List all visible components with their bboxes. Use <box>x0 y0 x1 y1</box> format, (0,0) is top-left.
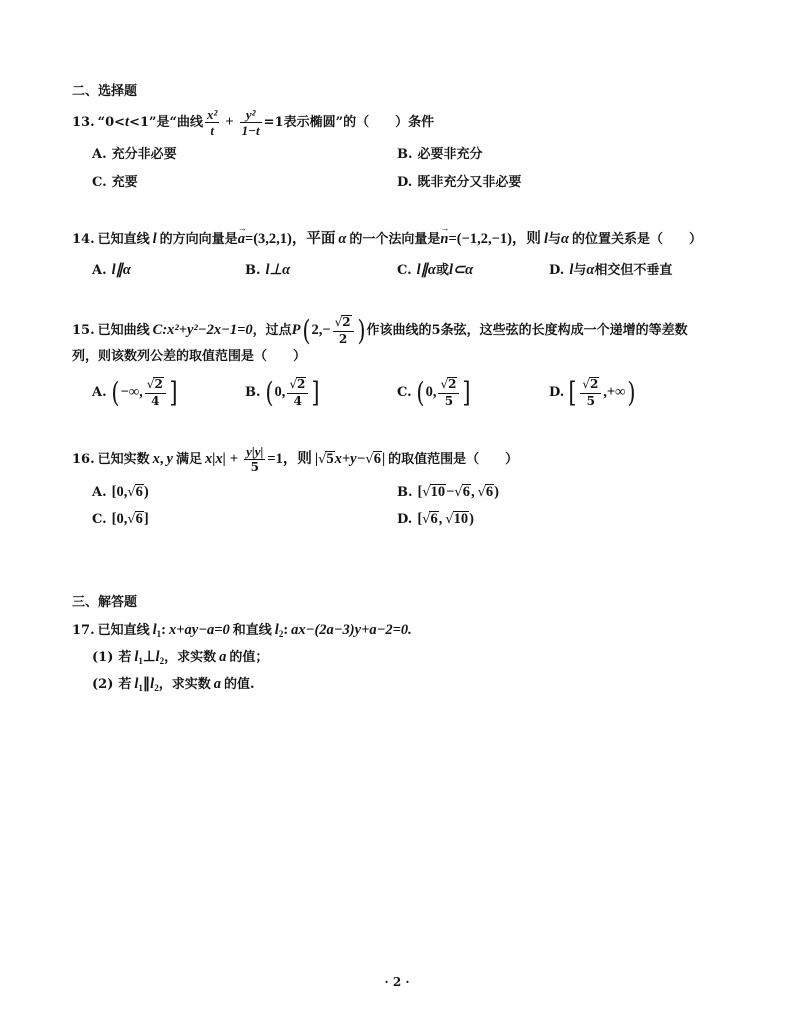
radicand: 2 <box>296 377 306 392</box>
fraction-numerator: y² <box>240 108 262 123</box>
q16-stem <box>72 444 518 474</box>
option-label: B. <box>397 147 413 162</box>
option-math: l <box>569 262 574 278</box>
q17-part-1 <box>92 642 268 672</box>
stem-text: 已知直线 <box>97 623 150 638</box>
stem-text: ，求实数 <box>164 650 217 665</box>
fraction <box>145 377 166 407</box>
radicand: 2 <box>342 315 351 330</box>
right-paren: ) <box>356 313 366 347</box>
option-label: A. <box>92 147 107 162</box>
option-math: ) <box>143 484 149 500</box>
fraction <box>580 377 601 407</box>
math-expr: =(−1,2,−1)，则 <box>448 231 541 247</box>
option-math: [ <box>417 484 423 500</box>
option-math: , <box>438 511 443 527</box>
stem-text: 的位置关系是（ ） <box>572 232 703 247</box>
stem-text: 若 <box>118 650 132 665</box>
fraction-numerator <box>333 315 354 331</box>
option-math: ) <box>469 511 474 527</box>
stem-text: 若 <box>118 677 132 692</box>
q13-stem <box>72 107 434 137</box>
math-var: l <box>155 649 160 665</box>
stem-text: 与 <box>547 232 561 247</box>
math-var: P <box>291 322 301 338</box>
subscript: 1 <box>138 683 143 693</box>
fraction-denominator: 4 <box>151 393 160 408</box>
option-label: C. <box>92 175 107 190</box>
radicand: 6 <box>135 484 143 500</box>
option-label: B. <box>245 263 261 278</box>
fraction-denominator: 2 <box>338 331 348 346</box>
section-title-text: 三、解答题 <box>72 595 138 610</box>
math-expr: =(3,2,1)，平面 <box>244 231 336 247</box>
fraction-denominator: 4 <box>293 393 303 408</box>
radicand: 6 <box>485 484 494 500</box>
option-text: 充要 <box>111 175 138 190</box>
stem-text: “0< <box>97 115 126 130</box>
option-text: 充分非必要 <box>111 147 177 162</box>
math-var: y <box>166 451 173 467</box>
math-expr: x|x| <box>204 451 226 467</box>
sqrt-sign: √ <box>477 485 486 500</box>
math-var: t <box>125 114 130 130</box>
fraction-denominator: 1−t <box>241 123 260 138</box>
open-bracket: ( <box>264 375 274 409</box>
option-label: D. <box>549 385 565 400</box>
option-math: 0, <box>274 384 286 400</box>
section-title-answer <box>72 588 137 618</box>
sqrt-sign: √ <box>365 452 374 467</box>
option-math: , <box>470 484 475 500</box>
math-var: l <box>543 231 548 247</box>
q16-option-d <box>397 504 474 534</box>
math-var: l <box>152 622 157 638</box>
fraction <box>438 377 459 407</box>
left-paren: ( <box>301 313 311 347</box>
abs-bar: | <box>314 451 319 467</box>
q15-option-b <box>245 377 321 407</box>
subscript: 2 <box>159 656 165 666</box>
radicand: 10 <box>453 511 469 527</box>
subscript: 2 <box>278 629 284 639</box>
option-label: D. <box>549 263 565 278</box>
q15-option-d <box>549 377 636 407</box>
q14-option-a <box>92 255 131 285</box>
option-text: 相交但不垂直 <box>594 263 673 278</box>
colon: : <box>161 622 167 638</box>
vector-n: → n <box>440 232 448 248</box>
option-text: 与 <box>573 263 587 278</box>
radicand: 2 <box>448 377 457 392</box>
abs-bar: | <box>381 451 386 467</box>
perpendicular-sign: ⊥ <box>142 649 156 665</box>
comma: , <box>159 451 164 467</box>
fraction-denominator: 5 <box>444 393 454 408</box>
stem-text: <1”是“曲线 <box>129 115 203 130</box>
q13-option-b <box>397 140 483 170</box>
fraction-denominator: t <box>210 123 214 138</box>
part-label: (2) <box>92 677 114 692</box>
math-var: x <box>152 451 160 467</box>
fraction <box>240 108 262 137</box>
math-var: l <box>134 676 139 692</box>
q13-option-d <box>397 168 521 198</box>
radicand: 6 <box>135 511 143 527</box>
plus-sign: + <box>229 451 239 467</box>
plus-sign: + <box>225 114 234 130</box>
question-number: 14. <box>72 232 95 247</box>
math-var: l <box>150 676 155 692</box>
option-text: 既非充分又非必要 <box>417 175 522 190</box>
open-bracket: ( <box>110 375 120 409</box>
section-title-text: 二、选择题 <box>72 84 138 99</box>
fraction <box>287 377 308 407</box>
math-var: l <box>134 649 139 665</box>
question-number: 13. <box>72 115 95 130</box>
option-math: − <box>446 484 455 500</box>
parallel-sign: ∥ <box>142 676 151 692</box>
sqrt-sign: √ <box>454 485 463 500</box>
option-math: [0, <box>111 511 128 527</box>
sqrt-sign: √ <box>127 512 136 527</box>
close-bracket: ] <box>169 375 178 409</box>
fraction-numerator <box>145 377 166 393</box>
option-math: ] <box>143 511 149 527</box>
radicand: 10 <box>430 484 446 500</box>
q16-option-c <box>92 504 149 534</box>
open-bracket: ( <box>416 375 425 409</box>
close-bracket: ] <box>311 375 320 409</box>
fraction-denominator: 5 <box>250 460 259 474</box>
sqrt-sign: √ <box>422 485 431 500</box>
option-label: D. <box>397 512 413 527</box>
q16-option-b <box>397 477 499 507</box>
option-label: C. <box>397 263 412 278</box>
q13-option-c <box>92 168 138 198</box>
q16-option-a <box>92 477 149 507</box>
stem-text: 的一个法向量是 <box>349 232 441 247</box>
fraction-numerator: x² <box>206 107 218 122</box>
option-label: B. <box>397 485 413 500</box>
option-math: l∥α <box>111 262 131 278</box>
option-math: [0, <box>111 484 128 500</box>
stem-text: 已知曲线 <box>97 323 150 338</box>
colon: : <box>283 622 289 638</box>
option-math: ,+∞ <box>603 384 626 400</box>
option-math: l∥α <box>416 262 436 278</box>
stem-text: 列，则该数列公差的取值范围是（ ） <box>72 349 307 364</box>
close-bracket: ] <box>462 375 472 409</box>
part-label: (1) <box>92 650 114 665</box>
subscript: 2 <box>154 683 159 693</box>
stem-text: 满足 <box>175 452 202 467</box>
math-var: α <box>560 231 570 247</box>
fraction <box>244 445 265 474</box>
stem-text: ，求实数 <box>158 677 211 692</box>
q15-option-a <box>92 377 179 407</box>
option-label: A. <box>92 385 107 400</box>
option-label: D. <box>397 175 413 190</box>
stem-text: 已知实数 <box>97 452 150 467</box>
question-number: 15. <box>72 323 95 338</box>
q14-option-c <box>397 255 473 285</box>
sqrt-sign: √ <box>318 452 327 467</box>
option-label: A. <box>92 263 107 278</box>
radicand: 5 <box>326 451 334 467</box>
question-number: 17. <box>72 623 95 638</box>
math-var: a <box>219 649 227 665</box>
option-math: α <box>586 262 595 278</box>
math-var: l <box>274 622 279 638</box>
fraction-numerator <box>438 377 459 393</box>
fraction-denominator: 5 <box>586 393 595 408</box>
math-expr: =1，则 <box>267 451 312 467</box>
option-label: C. <box>397 385 412 400</box>
q15-stem-line-1 <box>72 315 688 345</box>
option-math: l⊂α <box>448 262 474 278</box>
subscript: 1 <box>156 629 162 639</box>
q13-option-a <box>92 140 177 170</box>
q15-stem-line-2 <box>72 342 306 372</box>
fraction <box>205 108 219 137</box>
math-expr: :x²+y²−2x−1=0 <box>162 322 253 338</box>
option-text: 或 <box>435 263 449 278</box>
math-var: C <box>152 322 163 338</box>
page-number: · 2 · <box>384 975 410 989</box>
option-math: 0, <box>425 384 437 400</box>
subscript: 1 <box>138 656 143 666</box>
sqrt-sign: √ <box>440 377 449 392</box>
fraction-numerator <box>580 377 601 393</box>
stem-text: 作该曲线的5条弦，这些弦的长度构成一个递增的等差数 <box>366 323 688 338</box>
math-var: l <box>152 231 157 247</box>
close-bracket: ) <box>626 375 636 409</box>
q17-part-2 <box>92 669 254 699</box>
stem-text: 的方向向量是 <box>159 232 238 247</box>
stem-text: =1表示椭圆”的（ ）条件 <box>263 115 435 130</box>
vector-a: → a <box>238 232 245 248</box>
fraction-numerator <box>287 377 308 393</box>
option-math: l⊥α <box>265 262 291 278</box>
stem-text: 的值； <box>229 650 269 665</box>
radicand: 6 <box>462 484 470 500</box>
option-math: [ <box>417 511 423 527</box>
stem-text: 的值. <box>223 677 255 692</box>
math-expr: x+y− <box>334 451 366 467</box>
option-label: C. <box>92 512 107 527</box>
stem-text: 已知直线 <box>97 232 150 247</box>
sqrt-sign: √ <box>445 512 454 527</box>
sqrt-sign: √ <box>289 377 297 392</box>
stem-text: 和直线 <box>232 623 272 638</box>
option-math: −∞, <box>120 384 143 400</box>
sqrt-sign: √ <box>127 485 136 500</box>
math-var: α <box>338 231 347 247</box>
radicand: 6 <box>373 451 381 467</box>
q14-option-b <box>245 255 290 285</box>
math-var: a <box>213 676 221 692</box>
question-number: 16. <box>72 452 95 467</box>
sqrt-sign: √ <box>146 377 155 392</box>
q14-option-d <box>549 255 672 285</box>
fraction <box>333 315 354 345</box>
option-label: A. <box>92 485 107 500</box>
option-math: ) <box>494 484 499 500</box>
option-text: 必要非充分 <box>417 147 483 162</box>
stem-text: ，过点 <box>252 323 292 338</box>
option-label: B. <box>245 385 261 400</box>
sqrt-sign: √ <box>582 377 590 392</box>
section-title-choice <box>72 77 137 107</box>
sqrt-sign: √ <box>422 512 431 527</box>
fraction-numerator: y|y| <box>246 444 264 459</box>
radicand: 2 <box>589 377 599 392</box>
math-expr: 2,− <box>311 322 331 338</box>
math-expr: x+ay−a=0 <box>169 622 230 638</box>
open-bracket: [ <box>568 375 577 409</box>
q14-stem <box>72 224 702 254</box>
q15-option-c <box>397 377 472 407</box>
radicand: 2 <box>154 377 163 392</box>
q17-stem <box>72 615 412 645</box>
sqrt-sign: √ <box>334 315 343 330</box>
math-expr: ax−(2a−3)y+a−2=0. <box>291 622 412 638</box>
radicand: 6 <box>430 511 438 527</box>
stem-text: 的取值范围是（ ） <box>388 452 519 467</box>
